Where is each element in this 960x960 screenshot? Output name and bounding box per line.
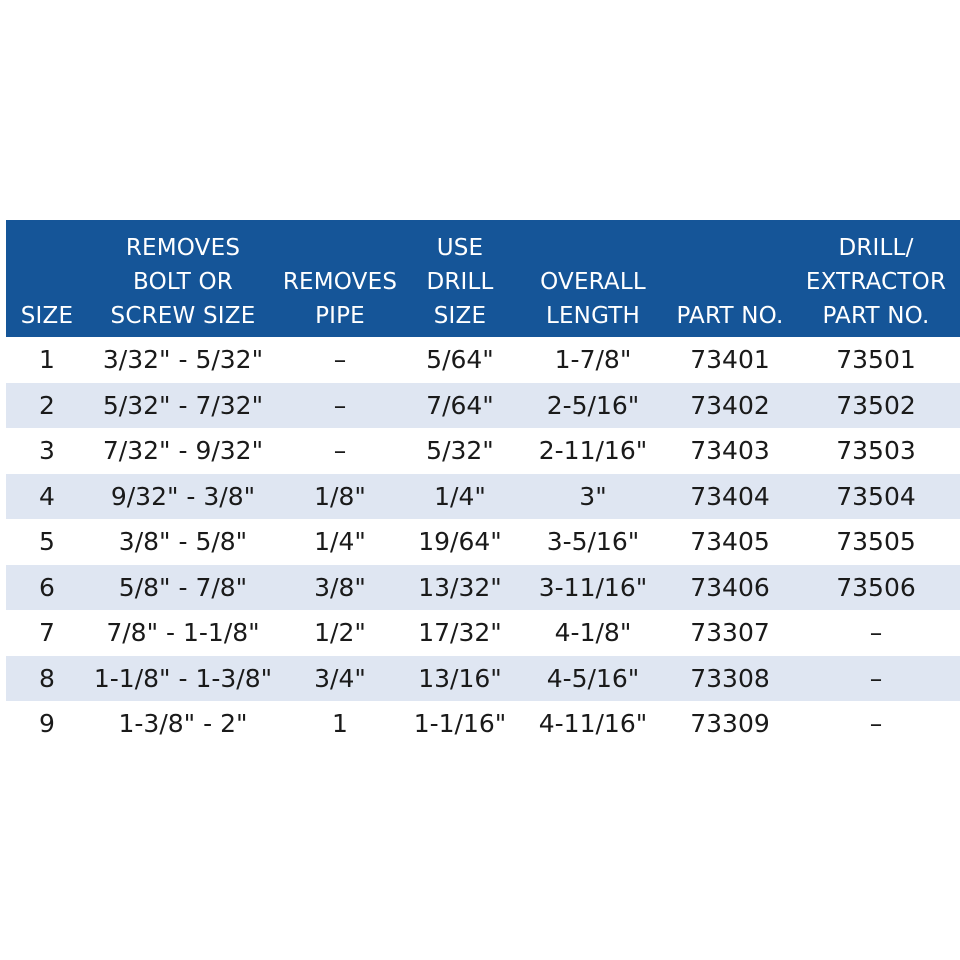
cell-bolt-screw-size: 7/32" - 9/32" xyxy=(102,436,264,466)
cell-bolt-screw-size: 3/32" - 5/32" xyxy=(102,345,264,375)
cell-part-no: 73404 xyxy=(690,481,770,511)
cell-drill-extractor-part-no: 73505 xyxy=(836,527,916,557)
cell-drill-size: 19/64" xyxy=(418,527,502,557)
cell-size: 2 xyxy=(39,390,55,420)
cell-drill-size: 17/32" xyxy=(418,618,502,648)
cell-part-no: 73403 xyxy=(690,436,770,466)
cell-bolt-screw-size: 1-1/8" - 1-3/8" xyxy=(93,663,273,693)
cell-drill-size: 1-1/16" xyxy=(413,709,507,739)
cell-pipe: 3/8" xyxy=(314,572,366,602)
cell-size: 6 xyxy=(39,572,55,602)
header-size: SIZE xyxy=(20,303,74,329)
cell-drill-size: 13/16" xyxy=(418,663,502,693)
table-row xyxy=(6,701,960,747)
extractor-spec-table xyxy=(6,220,960,747)
cell-overall-length: 2-5/16" xyxy=(546,390,640,420)
cell-bolt-screw-size: 3/8" - 5/8" xyxy=(118,527,248,557)
cell-pipe: 3/4" xyxy=(314,663,366,693)
cell-drill-extractor-part-no: 73502 xyxy=(836,390,916,420)
cell-pipe: – xyxy=(333,345,347,375)
header-use-drill-size: USE DRILL SIZE xyxy=(426,235,494,329)
cell-part-no: 73308 xyxy=(690,663,770,693)
table-row xyxy=(6,565,960,611)
table-row xyxy=(6,474,960,520)
cell-drill-size: 5/32" xyxy=(426,436,494,466)
cell-size: 4 xyxy=(39,481,55,511)
cell-bolt-screw-size: 1-3/8" - 2" xyxy=(118,709,248,739)
cell-drill-size: 5/64" xyxy=(426,345,494,375)
cell-pipe: – xyxy=(333,436,347,466)
cell-drill-size: 7/64" xyxy=(426,390,494,420)
cell-drill-extractor-part-no: – xyxy=(869,709,883,739)
header-overall-length: OVERALL LENGTH xyxy=(540,269,646,329)
cell-size: 3 xyxy=(39,436,55,466)
cell-pipe: 1/2" xyxy=(314,618,366,648)
table-row xyxy=(6,656,960,702)
cell-drill-size: 1/4" xyxy=(434,481,486,511)
cell-overall-length: 3-11/16" xyxy=(538,572,648,602)
cell-drill-extractor-part-no: 73504 xyxy=(836,481,916,511)
cell-part-no: 73406 xyxy=(690,572,770,602)
cell-pipe: 1 xyxy=(332,709,348,739)
header-removes-bolt-or-screw-size: REMOVES BOLT OR SCREW SIZE xyxy=(110,235,256,329)
cell-overall-length: 1-7/8" xyxy=(554,345,632,375)
cell-size: 5 xyxy=(39,527,55,557)
cell-part-no: 73401 xyxy=(690,345,770,375)
cell-size: 9 xyxy=(39,709,55,739)
cell-drill-extractor-part-no: 73503 xyxy=(836,436,916,466)
cell-bolt-screw-size: 7/8" - 1-1/8" xyxy=(106,618,260,648)
cell-size: 7 xyxy=(39,618,55,648)
cell-bolt-screw-size: 5/32" - 7/32" xyxy=(102,390,264,420)
cell-drill-extractor-part-no: – xyxy=(869,618,883,648)
cell-drill-size: 13/32" xyxy=(418,572,502,602)
cell-overall-length: 4-1/8" xyxy=(554,618,632,648)
cell-bolt-screw-size: 9/32" - 3/8" xyxy=(110,481,256,511)
cell-part-no: 73402 xyxy=(690,390,770,420)
cell-drill-extractor-part-no: – xyxy=(869,663,883,693)
header-part-no: PART NO. xyxy=(676,303,784,329)
cell-pipe: – xyxy=(333,390,347,420)
cell-size: 8 xyxy=(39,663,55,693)
cell-size: 1 xyxy=(39,345,55,375)
table-row xyxy=(6,610,960,656)
cell-part-no: 73307 xyxy=(690,618,770,648)
cell-part-no: 73309 xyxy=(690,709,770,739)
table-row xyxy=(6,383,960,429)
cell-pipe: 1/8" xyxy=(314,481,366,511)
header-row xyxy=(6,220,960,337)
cell-part-no: 73405 xyxy=(690,527,770,557)
cell-overall-length: 3-5/16" xyxy=(546,527,640,557)
cell-overall-length: 2-11/16" xyxy=(538,436,648,466)
cell-overall-length: 4-5/16" xyxy=(546,663,640,693)
table-row xyxy=(6,428,960,474)
cell-pipe: 1/4" xyxy=(314,527,366,557)
cell-overall-length: 3" xyxy=(579,481,607,511)
cell-overall-length: 4-11/16" xyxy=(538,709,648,739)
table-header xyxy=(6,220,960,337)
cell-drill-extractor-part-no: 73506 xyxy=(836,572,916,602)
table-row xyxy=(6,337,960,383)
table-body xyxy=(6,337,960,747)
table-row xyxy=(6,519,960,565)
cell-drill-extractor-part-no: 73501 xyxy=(836,345,916,375)
cell-bolt-screw-size: 5/8" - 7/8" xyxy=(118,572,248,602)
header-removes-pipe: REMOVES PIPE xyxy=(282,269,398,329)
header-drill-extractor-part-no: DRILL/ EXTRACTOR PART NO. xyxy=(805,235,947,329)
